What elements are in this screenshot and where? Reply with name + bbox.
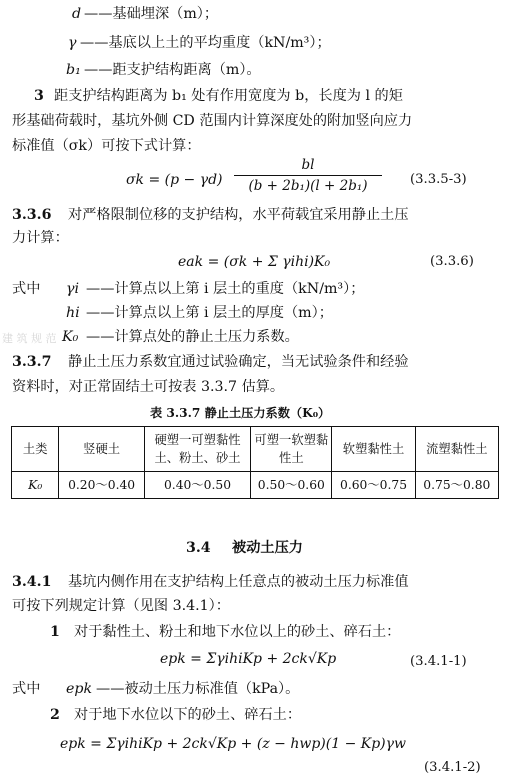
table-header-cell: 土类 <box>12 427 59 472</box>
equation-lhs: σk = (p − γd) <box>126 172 223 188</box>
table-header-cell: 硬塑一可塑黏性土、粉土、砂土 <box>144 427 250 472</box>
item-text: 对于黏性土、粉土和地下水位以上的砂土、碎石土： <box>74 624 401 640</box>
def-symbol: γ <box>68 35 77 51</box>
fraction-bar <box>234 175 382 176</box>
item-text: 对于地下水位以下的砂土、碎石土： <box>74 707 302 723</box>
paragraph-line: 距支护结构距离为 b₁ 处有作用宽度为 b，长度为 l 的矩 <box>54 88 403 104</box>
equation-number: (3.4.1-2) <box>424 760 481 775</box>
table-header-cell: 软塑黏性土 <box>332 427 415 472</box>
fraction-denominator: (b + 2b₁)(l + 2b₁) <box>248 178 368 194</box>
section-text: 静止土压力系数宜通过试验确定，当无试验条件和经验 <box>68 354 409 370</box>
def-text: ——计算点以上第 i 层土的重度（kN/m³）； <box>86 281 365 297</box>
def-text: ——计算点处的静止土压力系数。 <box>86 329 299 345</box>
table-header-row <box>12 427 499 472</box>
def-text: ——基底以上土的平均重度（kN/m³）； <box>80 35 331 51</box>
section-number: 3.4.1 <box>12 574 52 590</box>
equation-fraction <box>234 156 382 195</box>
coefficient-table <box>11 426 499 499</box>
section-text: 对严格限制位移的支护结构，水平荷载宜采用静止土压 <box>68 207 409 223</box>
table-header-cell: 竖硬土 <box>59 427 144 472</box>
table-row <box>12 472 499 499</box>
paragraph-line: 标准值（σk）可按下式计算： <box>12 138 201 154</box>
section-text: 力计算： <box>12 230 69 246</box>
def-symbol: b₁ <box>66 62 81 78</box>
section-heading-number: 3.4 <box>186 540 211 556</box>
section-text: 基坑内侧作用在支护结构上任意点的被动土压力标准值 <box>68 574 409 590</box>
def-symbol: d <box>72 6 82 22</box>
section-number: 3.3.6 <box>12 207 52 223</box>
def-text: ——基础埋深（m）； <box>84 6 219 22</box>
equation-number: (3.3.6) <box>430 254 474 269</box>
section-text: 可按下列规定计算（见图 3.4.1）： <box>12 598 230 614</box>
table-caption: 表 3.3.7 静止土压力系数（K₀） <box>150 406 331 420</box>
equation-number: (3.4.1-1) <box>410 654 467 669</box>
def-text: ——距支护结构距离（m）。 <box>84 62 261 78</box>
table-cell: 0.40～0.50 <box>144 472 250 499</box>
defs-lead: 式中 <box>12 681 41 697</box>
def-text: ——计算点以上第 i 层土的厚度（m）； <box>86 305 333 321</box>
table-header-cell: 可塑一软塑黏性土 <box>251 427 332 472</box>
paragraph-number: 3 <box>34 88 44 104</box>
watermark-text: 建 筑 规 范 <box>2 332 57 345</box>
section-text: 资料时，对正常固结土可按表 3.3.7 估算。 <box>12 379 285 395</box>
def-symbol: γi <box>66 281 80 297</box>
table-row-label: K₀ <box>12 472 59 499</box>
table-cell: 0.20～0.40 <box>59 472 144 499</box>
table-cell: 0.75～0.80 <box>415 472 498 499</box>
equation-formula: eak = (σk + Σ γihi)K₀ <box>178 254 331 270</box>
section-heading-title: 被动土压力 <box>232 540 303 556</box>
section-number: 3.3.7 <box>12 354 52 370</box>
def-symbol: K₀ <box>62 329 79 345</box>
table-cell: 0.60～0.75 <box>332 472 415 499</box>
fraction-numerator: bl <box>301 157 315 173</box>
equation-formula: epk = ΣγihiKp + 2ck√Kp <box>160 651 337 667</box>
paragraph-line: 形基础荷载时，基坑外侧 CD 范围内计算深度处的附加竖向应力 <box>12 113 413 129</box>
def-text: ——被动土压力标准值（kPa）。 <box>96 681 300 697</box>
def-symbol: hi <box>66 305 80 321</box>
table-header-cell: 流塑黏性土 <box>415 427 498 472</box>
equation-number: (3.3.5-3) <box>410 172 467 187</box>
item-number: 1 <box>50 624 60 640</box>
table-cell: 0.50～0.60 <box>251 472 332 499</box>
def-symbol: epk <box>66 681 93 697</box>
defs-lead: 式中 <box>12 281 41 297</box>
equation-formula: epk = ΣγihiKp + 2ck√Kp + (z − hwp)(1 − Kp)γw <box>60 736 406 752</box>
item-number: 2 <box>50 707 60 723</box>
